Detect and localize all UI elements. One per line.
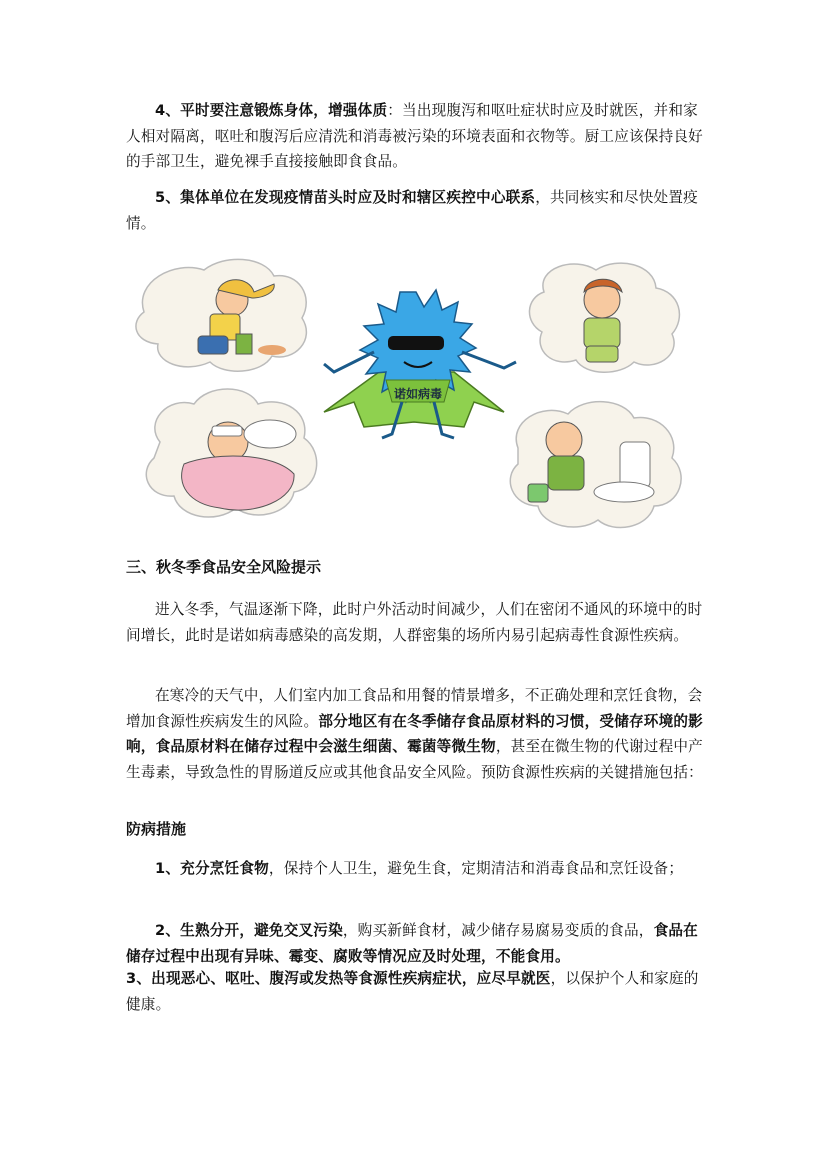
norovirus-illustration <box>124 252 708 552</box>
measure-2-bold: 食品在储存过程中出现有异味、霉变、腐败等情况应及时处理，不能食用。 <box>126 922 698 965</box>
risk-text-1: 在寒冷的天气中，人们室内加工食品和用餐的情景增多，不正确处理和烹饪食物，会增加食源性疾病发生的风险。 <box>126 687 703 730</box>
section-3-title: 三、秋冬季食品安全风险提示 <box>126 558 322 576</box>
fever-child-cloud <box>146 389 316 517</box>
intro-paragraph: 进入冬季，气温逐渐下降，此时户外活动时间减少，人们在密闭不通风的环境中的时间增长，此时是诺如病毒感染的高发期，人群密集的场所内易引起病毒性食源性疾病。 <box>126 601 703 644</box>
virus-label: 诺如病毒 <box>393 387 443 401</box>
measure-2-paragraph <box>126 918 710 969</box>
item-4-heading: 4、平时要注意锻炼身体，增强体质 <box>155 102 388 119</box>
item-4-text: ：当出现腹泻和呕吐症状时应及时就医，并和家人相对隔离，呕吐和腹泻后应清洗和消毒被污染的环境表面和衣物等。厨工应该保持良好的手部卫生，避免裸手直接接触即食食品。 <box>126 102 703 170</box>
risk-bold: 部分地区有在冬季储存食品原材料的习惯，受储存环境的影响，食品原材料在储存过程中会滋生细菌、霉菌等微生物 <box>126 712 703 755</box>
measures-title: 防病措施 <box>126 820 187 838</box>
measure-1-text: ，保持个人卫生，避免生食，定期清洁和消毒食品和烹饪设备； <box>268 860 684 877</box>
risk-text-2: ，甚至在微生物的代谢过程中产生毒素，导致急性的胃肠道反应或其他食品安全风险。预防食源性疾病的关键措施包括： <box>126 738 703 781</box>
measure-1-paragraph <box>126 856 710 882</box>
norovirus-character <box>324 290 516 438</box>
item-5-heading: 5、集体单位在发现疫情苗头时应及时和辖区疾控中心联系 <box>155 189 536 206</box>
item-5-paragraph <box>126 185 710 236</box>
item-5-text: ，共同核实和尽快处置疫情。 <box>126 189 698 232</box>
stomachache-child-cloud <box>529 263 679 372</box>
vomiting-child-cloud <box>136 259 306 371</box>
measure-3-paragraph <box>126 966 710 1017</box>
diarrhea-child-cloud <box>510 402 681 528</box>
measure-1-heading: 1、充分烹饪食物 <box>155 860 269 877</box>
item-4-paragraph <box>126 98 710 175</box>
measure-3-heading: 3、出现恶心、呕吐、腹泻或发热等食源性疾病症状，应尽早就医 <box>126 970 551 987</box>
measure-2-text: ，购买新鲜食材，减少储存易腐易变质的食品， <box>342 922 654 939</box>
measure-2-heading: 2、生熟分开，避免交叉污染 <box>155 922 343 939</box>
risk-paragraph <box>126 683 710 785</box>
measure-3-text: ，以保护个人和家庭的健康。 <box>126 970 699 1013</box>
